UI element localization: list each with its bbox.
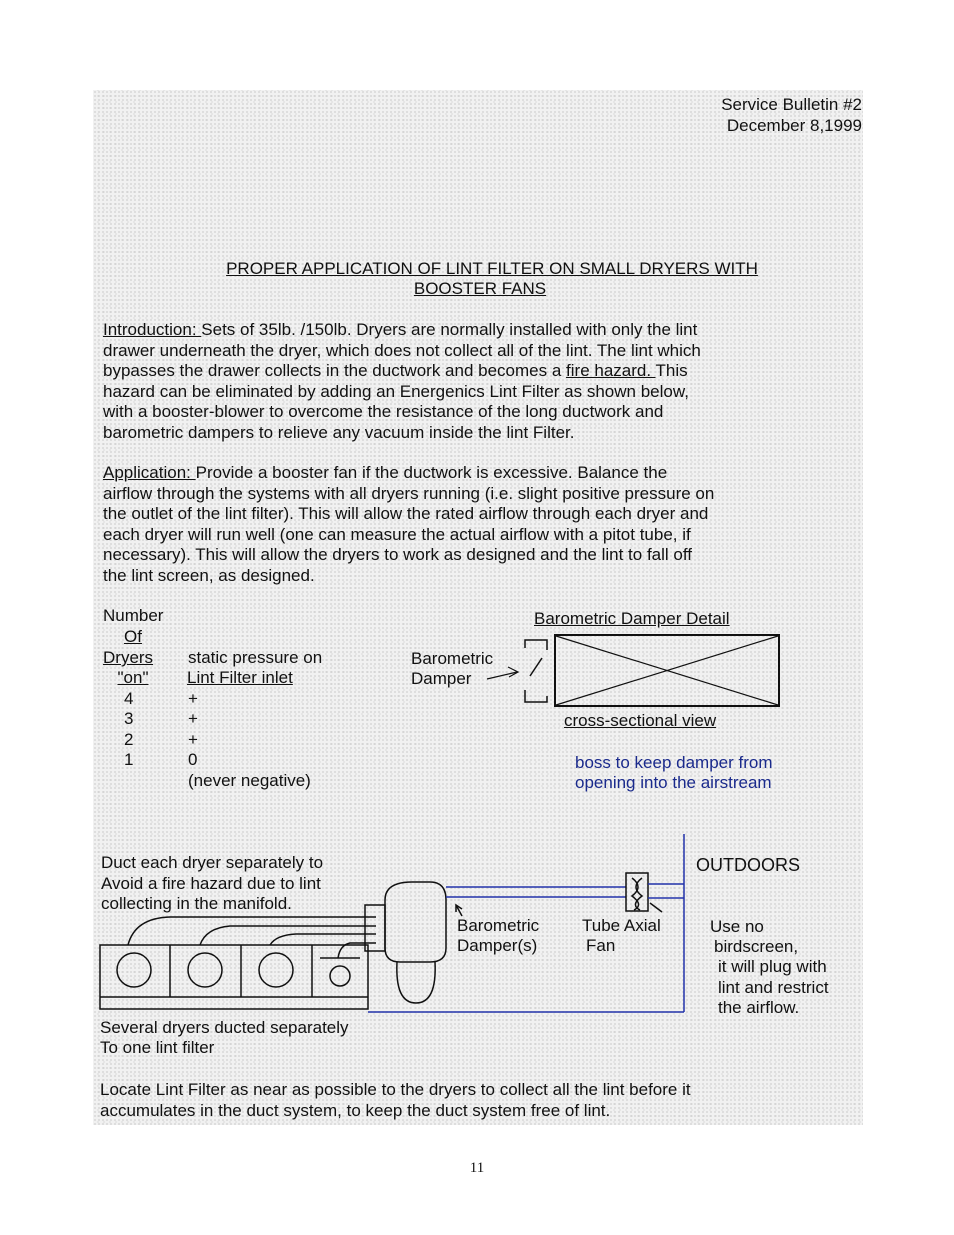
damper-detail-title: Barometric Damper Detail xyxy=(534,609,730,628)
page-title-line2: BOOSTER FANS xyxy=(413,279,547,298)
damper-detail-drawing xyxy=(487,635,779,706)
damper-bracket xyxy=(525,640,547,650)
dryer-door xyxy=(259,953,293,987)
birdscreen-note-line1: Use no xyxy=(710,917,764,936)
application-label: Application: xyxy=(103,463,196,482)
birdscreen-note-line3: it will plug with xyxy=(718,957,827,976)
dryer-door xyxy=(330,966,350,986)
fan-label-line2: Fan xyxy=(586,936,616,955)
duct-system-drawing xyxy=(100,834,684,1012)
damper-flap xyxy=(530,658,542,676)
table-header-static-pressure: static pressure on xyxy=(188,648,323,667)
table-header-dryers: Dryers xyxy=(103,648,154,667)
table-note: (never negative) xyxy=(188,771,311,790)
table-header-number: Number xyxy=(103,606,164,625)
fan-label-line1: Tube Axial xyxy=(582,916,661,935)
bulletin-date: December 8,1999 xyxy=(726,116,862,135)
birdscreen-note-line2: birdscreen, xyxy=(714,937,799,956)
filter-inlet-plenum xyxy=(365,905,385,951)
dryer-door xyxy=(117,953,151,987)
dryer-door xyxy=(188,953,222,987)
boss-note-line2: opening into the airstream xyxy=(575,773,772,792)
fire-hazard-text: fire hazard. xyxy=(566,361,656,381)
table-row-pressure: 0 xyxy=(188,750,198,769)
table-header-of: Of xyxy=(124,627,142,646)
footer-paragraph: Locate Lint Filter as near as possible to the dryers to collect all the lint before it accumulates in the duct system, to keep the duct system free of lint. xyxy=(100,1080,691,1120)
birdscreen-note-line4: lint and restrict xyxy=(718,978,829,997)
bulletin-number: Service Bulletin #2 xyxy=(721,95,862,114)
boss-note-line1: boss to keep damper from xyxy=(575,753,773,772)
dryer-duct xyxy=(128,917,376,945)
lint-collection-hopper xyxy=(397,962,435,1003)
table-row-count: 1 xyxy=(124,750,134,769)
duct-note-line1: Duct each dryer separately to xyxy=(101,853,324,872)
table-row-count: 3 xyxy=(124,709,134,728)
damper-bracket xyxy=(525,690,547,702)
table-row-pressure: + xyxy=(188,730,198,749)
baro-dampers-label-line1: Barometric xyxy=(457,916,540,935)
application-paragraph: Application: Provide a booster fan if the ductwork is excessive. Balance the airflow through the systems with all dryers running (i.e. slight positive pressure on the outlet of the lint filter). This will allow the rated airflow through each dryer and each dryer will run well (one can measure the actual airflow with a pitot tube, if necessary). This will allow the dryers to work as designed and the lint to fall off the lint screen, as designed. xyxy=(103,463,715,585)
diagram-caption-line1: Several dryers ducted separately xyxy=(100,1018,349,1037)
birdscreen-note-line5: the airflow. xyxy=(718,998,800,1017)
outdoors-label: OUTDOORS xyxy=(696,855,801,875)
table-row-pressure: + xyxy=(188,689,198,708)
introduction-label: Introduction: xyxy=(103,320,202,339)
table-row-count: 4 xyxy=(124,689,134,708)
table-row-pressure: + xyxy=(188,709,198,728)
lint-filter-body xyxy=(385,882,446,962)
fan-pointer xyxy=(650,903,662,912)
cross-section-caption: cross-sectional view xyxy=(564,711,717,730)
baro-dampers-label-line2: Damper(s) xyxy=(457,936,538,955)
page-number: 11 xyxy=(469,1160,485,1176)
duct-note-line2: Avoid a fire hazard due to lint xyxy=(101,874,321,893)
table-header-lint-filter-inlet: Lint Filter inlet xyxy=(187,668,293,687)
page-title-line1: PROPER APPLICATION OF LINT FILTER ON SMALL DRYERS WITH xyxy=(226,259,758,278)
table-header-on: "on" xyxy=(117,668,149,687)
duct-note-line3: collecting in the manifold. xyxy=(101,894,292,913)
damper-label-line1: Barometric xyxy=(411,649,494,668)
damper-label-line2: Damper xyxy=(411,669,472,688)
introduction-paragraph: Introduction: Sets of 35lb. /150lb. Dryers are normally installed with only the lint drawer underneath the dryer, which does not collect all of the lint. The lint which bypasses the drawer collects in the ductwork and becomes a fire hazard. This hazard can be eliminated by adding an Energenics Lint Filter as shown below, with a booster-blower to overcome the resistance of the long ductwork and barometric dampers to relieve any vacuum inside the lint Filter. xyxy=(103,320,701,442)
diagram-caption-line2: To one lint filter xyxy=(100,1038,215,1057)
table-row-count: 2 xyxy=(124,730,134,749)
